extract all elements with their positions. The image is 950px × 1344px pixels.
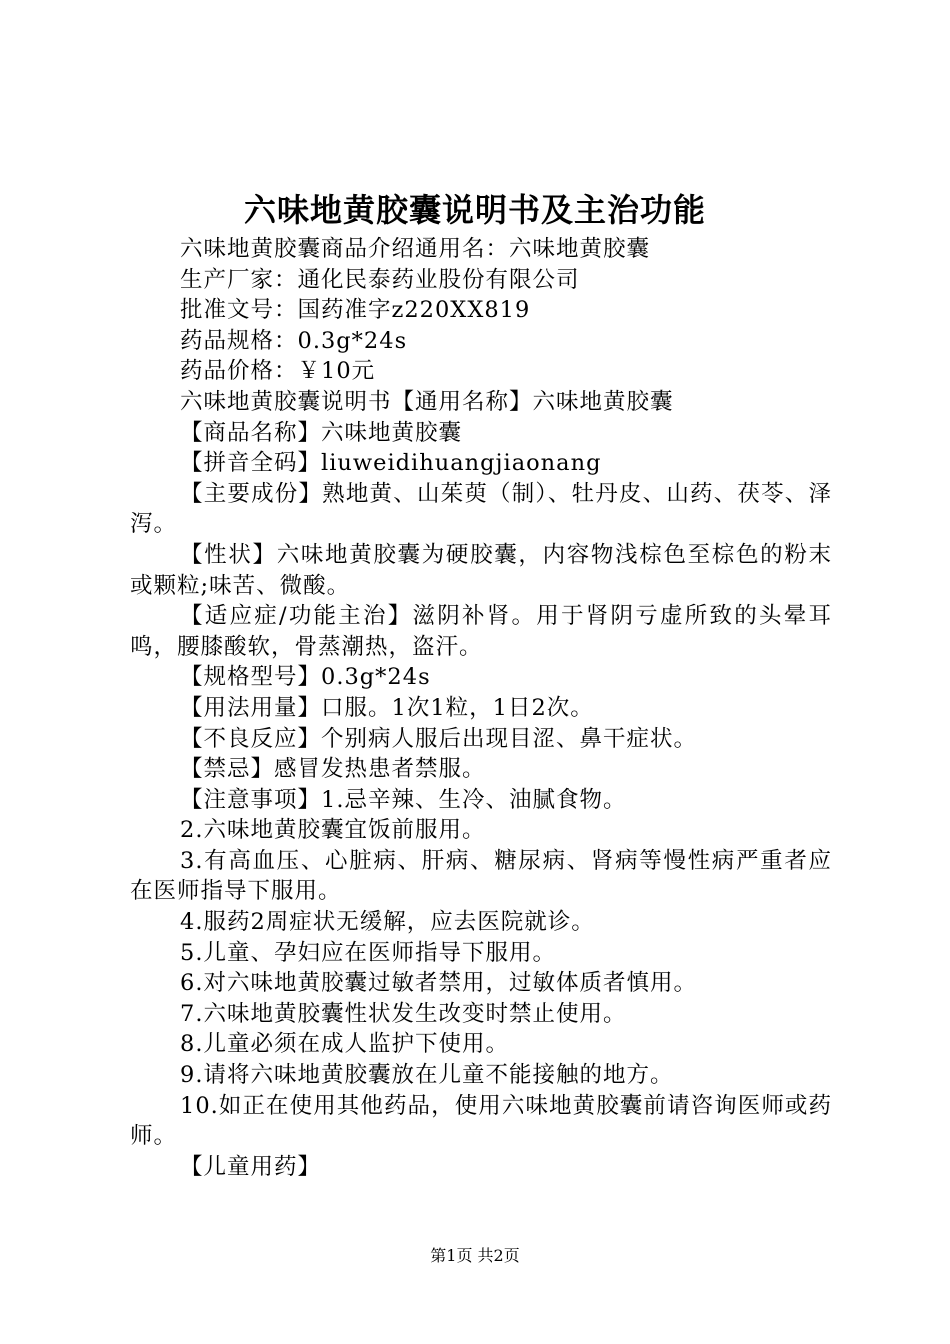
paragraph-precautions: 【注意事项】1.忌辛辣、生冷、油腻食物。 <box>180 786 627 813</box>
paragraph-precaution-9: 9.请将六味地黄胶囊放在儿童不能接触的地方。 <box>180 1062 674 1089</box>
paragraph-precaution-2: 2.六味地黄胶囊宜饭前服用。 <box>180 817 486 844</box>
paragraph-precaution-6: 6.对六味地黄胶囊过敏者禁用，过敏体质者慎用。 <box>180 970 697 997</box>
paragraph-pediatric-use: 【儿童用药】 <box>180 1153 322 1180</box>
paragraph-pinyin: 【拼音全码】liuweidihuangjiaonang <box>180 450 602 477</box>
paragraph-dosage: 【用法用量】口服。1次1粒，1日2次。 <box>180 694 594 721</box>
paragraph-precaution-10: 10.如正在使用其他药品，使用六味地黄胶囊前请咨询医师或药师。 <box>130 1092 832 1150</box>
paragraph-contraindications: 【禁忌】感冒发热患者禁服。 <box>180 756 486 783</box>
paragraph-intro: 六味地黄胶囊商品介绍通用名：六味地黄胶囊 <box>180 236 651 262</box>
paragraph-ingredients: 【主要成份】熟地黄、山茱萸（制）、牡丹皮、山药、茯苓、泽泻。 <box>130 480 832 538</box>
paragraph-precaution-7: 7.六味地黄胶囊性状发生改变时禁止使用。 <box>180 1000 627 1027</box>
paragraph-price: 药品价格：￥10元 <box>180 358 376 385</box>
paragraph-manufacturer: 生产厂家：通化民泰药业股份有限公司 <box>180 266 580 293</box>
paragraph-precaution-8: 8.儿童必须在成人监护下使用。 <box>180 1031 509 1058</box>
paragraph-precaution-4: 4.服药2周症状无缓解，应去医院就诊。 <box>180 909 595 936</box>
page-footer: 第1页 共2页 <box>430 1246 520 1265</box>
paragraph-brand-name: 【商品名称】六味地黄胶囊 <box>180 419 463 446</box>
paragraph-adverse-reactions: 【不良反应】个别病人服后出现目涩、鼻干症状。 <box>180 725 698 752</box>
paragraph-specification: 药品规格：0.3g*24s <box>180 327 408 354</box>
document-title: 六味地黄胶囊说明书及主治功能 <box>243 191 706 229</box>
paragraph-generic-name: 六味地黄胶囊说明书【通用名称】六味地黄胶囊 <box>180 388 674 415</box>
paragraph-indications: 【适应症/功能主治】滋阴补肾。用于肾阴亏虚所致的头晕耳鸣，腰膝酸软，骨蒸潮热，盗汗。 <box>130 603 832 660</box>
document-body <box>130 234 832 1182</box>
paragraph-description: 【性状】六味地黄胶囊为硬胶囊，内容物浅棕色至棕色的粉末或颗粒;味苦、微酸。 <box>130 541 832 599</box>
paragraph-model: 【规格型号】0.3g*24s <box>180 664 431 691</box>
paragraph-precaution-3: 3.有高血压、心脏病、肝病、糖尿病、肾病等慢性病严重者应在医师指导下服用。 <box>130 847 832 905</box>
paragraph-approval-number: 批准文号：国药准字z220XX819 <box>180 297 531 324</box>
paragraph-precaution-5: 5.儿童、孕妇应在医师指导下服用。 <box>180 939 556 966</box>
